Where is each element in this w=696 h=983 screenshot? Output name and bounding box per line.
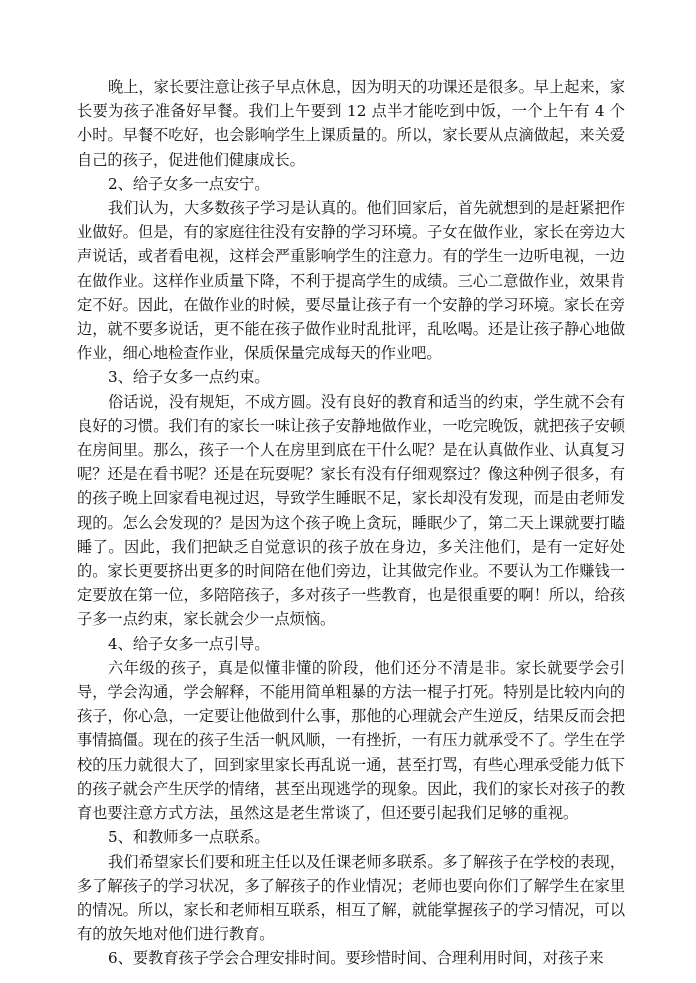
section-heading-4: 4、给子女多一点引导。 (108, 634, 270, 653)
paragraph-discipline: 俗话说，没有规矩，不成方圆。没有良好的教育和适当的约束，学生就不会有良好的习惯。我们有的家长一味让孩子安静地做作业，一吃完晚饭，就把孩子安顿在房间里。那么，孩子一个人在房里到底在干什么呢？是在认真做作业、认真复习呢？还是在看书呢？还是在玩耍呢？家长有没有仔细观察过？像这种例子很多，有的孩子晚上回家看电视过迟，导致学生睡眠不足，家长却没有发现，而是由老师发现的。怎么会发现的？是因为这个孩子晚上贪玩，睡眠少了，第二天上课就要打瞌睡了。因此，我们把缺乏自觉意识的孩子放在身边，多关注他们，是有一定好处的。家长更要挤出更多的时间陪在他们旁边，让其做完作业。不要认为工作赚钱一定要放在第一位，多陪陪孩子，多对孩子一些教育，也是很重要的啊！所以，给孩子多一点约束，家长就会少一点烦恼。 (77, 392, 625, 629)
section-heading-3: 3、给子女多一点约束。 (108, 368, 270, 387)
paragraph-guidance: 六年级的孩子，真是似懂非懂的阶段，他们还分不清是非。家长就要学会引导，学会沟通，学会解释，不能用简单粗暴的方法一棍子打死。特别是比较内向的孩子，你心急，一定要让他做到什么事，那他的心理就会产生逆反，结果反而会把事情搞僵。现在的孩子生活一帆风顺，一有挫折，一有压力就承受不了。学生在学校的压力就很大了，回到家里家长再乱说一通，甚至打骂，有些心理承受能力低下的孩子就会产生厌学的情绪，甚至出现逃学的现象。因此，我们的家长对孩子的教育也要注意方式方法，虽然这是老生常谈了，但还要引起我们足够的重视。 (77, 658, 625, 823)
document-page (77, 75, 625, 971)
paragraph-contact: 我们希望家长们要和班主任以及任课老师多联系。多了解孩子在学校的表现，多了解孩子的学习状况，多了解孩子的作业情况；老师也要向你们了解学生在家里的情况。所以，家长和老师相互联系，相互了解，就能掌握孩子的学习情况，可以有的放矢地对他们进行教育。 (77, 852, 625, 944)
section-heading-5: 5、和教师多一点联系。 (108, 828, 270, 847)
paragraph-quiet: 我们认为，大多数孩子学习是认真的。他们回家后，首先就想到的是赶紧把作业做好。但是，有的家庭往往没有安静的学习环境。子女在做作业，家长在旁边大声说话，或者看电视，这样会严重影响学生的注意力。有的学生一边听电视，一边在做作业。这样作业质量下降，不利于提高学生的成绩。三心二意做作业，效果肯定不好。因此，在做作业的时候，要尽量让孩子有一个安静的学习环境。家长在旁边，就不要多说话，更不能在孩子做作业时乱批评，乱吆喝。还是让孩子静心地做作业，细心地检查作业，保质保量完成每天的作业吧。 (77, 199, 625, 363)
paragraph-time-management: 6、要教育孩子学会合理安排时间。要珍惜时间、合理利用时间，对孩子来 (108, 949, 604, 968)
section-heading-2: 2、给子女多一点安宁。 (108, 174, 270, 193)
paragraph-breakfast: 晚上，家长要注意让孩子早点休息，因为明天的功课还是很多。早上起来，家长要为孩子准备好早餐。我们上午要到 12 点半才能吃到中饭，一个上午有 4 个小时。早餐不吃好，也会影响学生上课质量的。所以，家长要从点滴做起，来关爱自己的孩子，促进他们健康成长。 (77, 78, 625, 169)
